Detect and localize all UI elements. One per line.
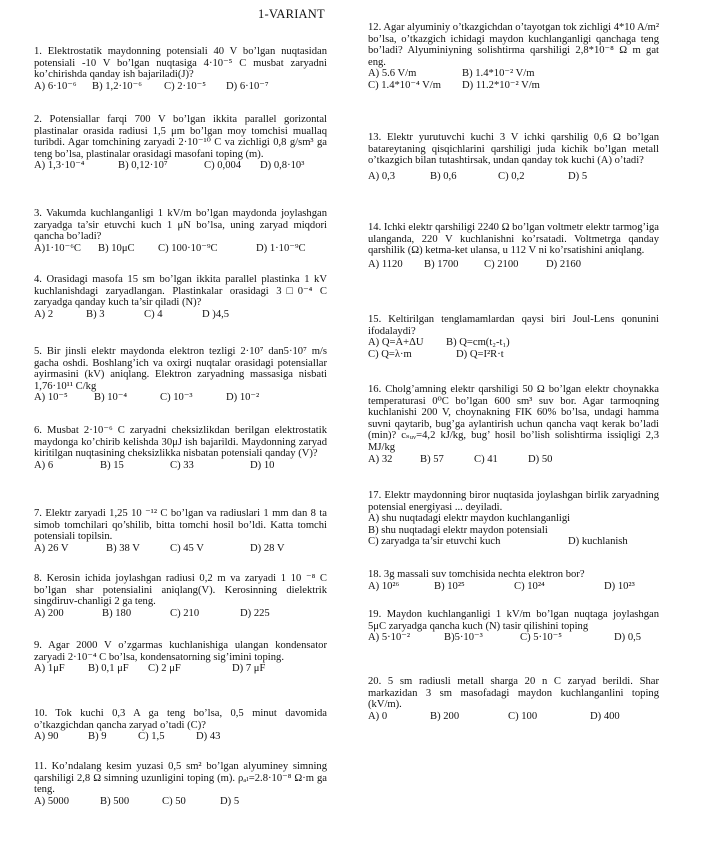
question-text: 12. Agar alyuminiy o’tkazgichdan o’tayotgan tok zichligi 4*10 A/m² bo’lsa, o’tkazgich ichidagi maydon kuchlanganligi qanchaga teng bo’ladi? Alyuminiyning solishtirma qarshiligi 2,8*10⁻⁸ Ω m gat eng. xyxy=(368,22,659,68)
answer-options xyxy=(34,460,327,472)
option-b: B) 38 V xyxy=(106,542,140,554)
answer-options xyxy=(34,543,327,555)
option-a: A) Q=A+ΔU xyxy=(368,337,424,349)
question-text: 19. Maydon kuchlanganligi 1 kV/m bo’lgan nuqtaga joylashgan 5μC zaryadga qancha kuch (N) tasir qilishini toping xyxy=(368,609,659,632)
answer-options xyxy=(34,796,327,808)
option-c: C) Q=λ·m xyxy=(368,348,412,360)
option-b: B) 180 xyxy=(102,607,132,619)
option-a: A) 5000 xyxy=(34,795,70,807)
option-a: A) 200 xyxy=(34,607,64,619)
option-a: A) 10⁻⁵ xyxy=(34,392,68,404)
question-14 xyxy=(368,222,659,270)
answer-options xyxy=(34,309,327,321)
option-d: D) 10 xyxy=(250,459,275,471)
answer-options xyxy=(368,454,659,466)
option-b: B) 57 xyxy=(420,453,444,465)
option-d: D) 0,8·10³ xyxy=(260,160,305,172)
question-text: 18. 3g massali suv tomchisida nechta elektron bor? xyxy=(368,569,585,580)
question-text: 14. Ichki elektr qarshiligi 2240 Ω bo’lgan voltmetr elektr tarmog’iga ulanganda, 220 V kuchlanishni ko’rsatadi. Voltmetrga qanday qarshilik (Ω) ketma-ket ulansa, u 112 V ni ko’rsatishini aniqlang. xyxy=(368,222,659,257)
option-a: A) 0,3 xyxy=(368,170,396,182)
option-a: A) 90 xyxy=(34,731,59,743)
option-d: D) 28 V xyxy=(250,542,285,554)
option-a: A) 1120 xyxy=(368,258,403,270)
answer-options xyxy=(34,663,327,675)
option-c: C) 5·10⁻⁵ xyxy=(520,632,562,644)
option-c: C) 50 xyxy=(162,795,186,807)
option-a: A) 0 xyxy=(368,710,388,722)
option-b: B) 15 xyxy=(100,459,124,471)
option-c: C) 33 xyxy=(170,459,194,471)
answer-options xyxy=(368,259,659,271)
option-d: D) 6·10⁻⁷ xyxy=(226,80,269,92)
option-b: B) 10μC xyxy=(98,242,135,254)
option-d: D) 10²³ xyxy=(604,580,635,592)
option-d: D) 5 xyxy=(568,170,588,182)
answer-options xyxy=(368,68,659,80)
option-a: A) 32 xyxy=(368,453,393,465)
option-d: D) 7 μF xyxy=(232,663,266,675)
option-c: C) 1.4*10⁻⁴ V/m xyxy=(368,79,441,91)
option-c: C) 0,2 xyxy=(498,170,525,182)
question-19 xyxy=(368,609,659,644)
option-b: B) 10⁻⁴ xyxy=(94,392,128,404)
option-d: D) kuchlanish xyxy=(568,536,628,548)
option-c: C) 0,004 xyxy=(204,160,242,172)
question-5 xyxy=(34,346,327,404)
option-b: B) 1,2·10⁻⁶ xyxy=(92,80,142,92)
question-10 xyxy=(34,708,327,743)
question-15 xyxy=(368,314,659,360)
question-text: 10. Tok kuchi 0,3 A ga teng bo’lsa, 0,5 minut davomida o’tkazgichdan qancha zaryad o’tadi (C)? xyxy=(34,708,327,731)
option-a: A) 6·10⁻⁶ xyxy=(34,80,77,92)
option-d: D) Q=I²R·t xyxy=(456,348,504,360)
option-b: B) 1.4*10⁻² V/m xyxy=(462,68,535,80)
option-b: B) 3 xyxy=(86,308,105,320)
option-d: D) 2160 xyxy=(546,258,582,270)
question-text: 13. Elektr yurutuvchi kuchi 3 V ichki qarshilig 0,6 Ω bo’lgan batareytaning qisqichlarini qarshiligi juda kichik bo’lgan metall o’tkazgich bilan tutashtirsak, undan qanday tok kuchi (A) o’tadi? xyxy=(368,132,659,167)
option-c: C) 41 xyxy=(474,453,498,465)
question-16 xyxy=(368,384,659,465)
option-d: D) 43 xyxy=(196,731,221,743)
answer-options xyxy=(368,171,659,183)
question-20 xyxy=(368,676,659,722)
question-7 xyxy=(34,508,327,554)
question-text: 9. Agar 2000 V o’zgarmas kuchlanishiga ulangan kondensator zaryadi 2·10⁻⁴ C bo’lsa, kondensatorning sig’imini toping. xyxy=(34,640,327,663)
option-a: A) 10²⁶ xyxy=(368,580,400,592)
answer-options xyxy=(368,349,659,361)
question-8 xyxy=(34,573,327,619)
answer-options xyxy=(368,337,659,349)
option-a: A)1·10⁻⁶C xyxy=(34,242,81,254)
answer-options xyxy=(34,243,327,255)
option-c: C) 10⁻³ xyxy=(160,392,193,404)
answer-options xyxy=(34,608,327,620)
question-text: 1. Elektrostatik maydonning potensiali 40 V bo’lgan nuqtasidan potensiali -10 V bo’lgan nuqtasiga 4·10⁻⁵ C musbat zaryadni ko’chirishda qanday ish bajariladi(J)? xyxy=(34,46,327,81)
option-c: C) 2·10⁻⁵ xyxy=(164,80,206,92)
option-b: B) shu nuqtadagi elektr maydon potensiali xyxy=(368,524,548,536)
question-text: 17. Elektr maydonning biror nuqtasida joylashgan birlik zaryadning potensial energiyasi ... deyiladi. xyxy=(368,490,659,513)
option-c: C) 2 μF xyxy=(148,663,181,675)
option-d: D) 50 xyxy=(528,453,553,465)
option-a: A) 2 xyxy=(34,308,54,320)
question-text: 6. Musbat 2·10⁻⁶ C zaryadni cheksizlikdan berilgan elektrostatik maydonga ko’chirib kelishda 30μJ ish bajarildi. Maydonning zaryad kiritilgan nuqtasining cheksizlikka nisbatan potensiali qanday (V)? xyxy=(34,425,327,460)
option-c: C) 10²⁴ xyxy=(514,580,545,592)
option-a: A) 1μF xyxy=(34,663,65,675)
option-b: B) 0,6 xyxy=(430,170,457,182)
option-a: A) shu nuqtadagi elektr maydon kuchlanganligi xyxy=(368,513,571,525)
question-text: 4. Orasidagi masofa 15 sm bo’lgan ikkita parallel plastinka 1 kV kuchlanishdagi zaryadlangan. Plastinkalar orasidagi 3□0⁻⁴ C zaryadga qanday kuch ta’sir qiladi (N)? xyxy=(34,274,327,309)
option-a: A) 5·10⁻² xyxy=(368,632,411,644)
option-b: B) 200 xyxy=(430,710,460,722)
option-b: B)5·10⁻³ xyxy=(444,632,483,644)
option-a: A) 6 xyxy=(34,459,54,471)
question-11 xyxy=(34,761,327,807)
option-d: D) 400 xyxy=(590,710,620,722)
answer-options xyxy=(368,80,659,92)
question-text: 11. Ko’ndalang kesim yuzasi 0,5 sm² bo’lgan alyuminey simning qarshiligi 2,8 Ω simning uzunligini toping (m). ρₐₗ=2.8·10⁻⁸ Ω·m ga teng. xyxy=(34,761,327,796)
question-text: 8. Kerosin ichida joylashgan radiusi 0,2 m va zaryadi 1 10 ⁻⁸ C bo’lgan shar potensialini aniqlang(V). Kerosinning dielektrik singdiruv-chanligi 2 ga teng. xyxy=(34,573,327,608)
option-b: B) 1700 xyxy=(424,258,459,270)
answer-options xyxy=(34,160,327,172)
question-12 xyxy=(368,22,659,92)
answer-options xyxy=(34,392,327,404)
question-text: 2. Potensiallar farqi 700 V bo’lgan ikkita parallel gorizontal plastinalar orasida radiusi 1,5 μm bo’lgan moy tomchisi muallaq turibdi. Agar tomchining zaryadi 2·10⁻¹⁰ C va zichligi 0,8 g/sm³ ga teng bo’lsa, plastinalar orasidagi masofani toping (m). xyxy=(34,114,327,160)
question-9 xyxy=(34,640,327,675)
question-text: 5. Bir jinsli elektr maydonda elektron tezligi 2·10⁷ dan5·10⁷ m/s gacha oshdi. Boshlang’ich va oxirgi nuqtalar orasidagi potensiallar ayirmasini (kV) aniqlang. Elektron zaryadning massasiga nisbati 1,76·10¹¹ C/kg xyxy=(34,346,327,392)
question-17 xyxy=(368,490,659,548)
question-text: 16. Cholg’amning elektr qarshiligi 50 Ω bo’lgan elektr choynakka temperaturasi 0⁰C bo’lgan 600 sm³ suv bor. Agar tarmoqning kuchlanishi 200 V, choynakning FIK 60% bo’lsa, undagi hamma suvni qaytarib, bug’ga aylantirish uchun qancha vaqt kerak bo’ladi (min)? cₛᵤᵥ=4,2 kJ/kg, bug’ hosil bo’lish solishtirma issiqligi 2,3 MJ/kg xyxy=(368,384,659,453)
option-a: A) 5.6 V/m xyxy=(368,68,417,80)
option-d: D) 5 xyxy=(220,795,240,807)
answer-options xyxy=(368,513,659,525)
option-a: A) 1,3·10⁻⁴ xyxy=(34,160,85,172)
question-13 xyxy=(368,132,659,182)
variant-title: 1-VARIANT xyxy=(258,7,325,21)
option-b: B) 0,12·10⁷ xyxy=(118,160,168,172)
option-d: D )4,5 xyxy=(202,308,230,320)
option-c: C) 100 xyxy=(508,710,538,722)
option-a: A) 26 V xyxy=(34,542,69,554)
option-b: B) 10²⁵ xyxy=(434,580,465,592)
option-b: B) 0,1 μF xyxy=(88,663,129,675)
option-b: B) 9 xyxy=(88,731,107,743)
question-text: 20. 5 sm radiusli metall sharga 20 n C zaryad berildi. Shar markazidan 3 sm masofadagi maydon kuchlanganlini toping (kV/m). xyxy=(368,676,659,711)
answer-options xyxy=(368,581,659,593)
option-d: D) 225 xyxy=(240,607,270,619)
option-c: C) 4 xyxy=(144,308,163,320)
option-c: C) 2100 xyxy=(484,258,519,270)
option-b: B) Q=cm(t₂-t₁) xyxy=(446,337,510,349)
option-c: C) 45 V xyxy=(170,542,204,554)
question-4 xyxy=(34,274,327,320)
answer-options xyxy=(34,81,327,93)
question-text: 3. Vakumda kuchlanganligi 1 kV/m bo’lgan maydonda joylashgan zaryadga ta’sir etuvchi kuch 1 μN bo’lsa, uning zaryad miqdori qancha bo’ladi? xyxy=(34,208,327,243)
question-2 xyxy=(34,114,327,172)
option-d: D) 10⁻² xyxy=(226,392,260,404)
question-text: 7. Elektr zaryadi 1,25 10 ⁻¹² C bo’lgan va radiuslari 1 mm dan 8 ta simob tomchilari qo’shilib, bitta tomchi hosil bo’ldi. Katta tomchi potensiali topilsin. xyxy=(34,508,327,543)
option-b: B) 500 xyxy=(100,795,130,807)
answer-options xyxy=(368,525,659,537)
question-3 xyxy=(34,208,327,254)
question-text: 15. Keltirilgan tenglamamlardan qaysi biri Joul-Lens qonunini ifodalaydi? xyxy=(368,314,659,337)
option-c: C) 100·10⁻⁹C xyxy=(158,242,218,254)
question-6 xyxy=(34,425,327,471)
answer-options xyxy=(368,632,659,644)
option-c: C) zaryadga ta’sir etuvchi kuch xyxy=(368,536,501,548)
answer-options xyxy=(34,731,327,743)
option-c: C) 210 xyxy=(170,607,200,619)
option-d: D) 1·10⁻⁹C xyxy=(256,242,306,254)
answer-options xyxy=(368,536,659,548)
question-1 xyxy=(34,46,327,92)
option-d: D) 0,5 xyxy=(614,632,642,644)
answer-options xyxy=(368,711,659,723)
question-18 xyxy=(368,569,659,592)
option-c: C) 1,5 xyxy=(138,731,165,743)
option-d: D) 11.2*10⁻² V/m xyxy=(462,79,540,91)
